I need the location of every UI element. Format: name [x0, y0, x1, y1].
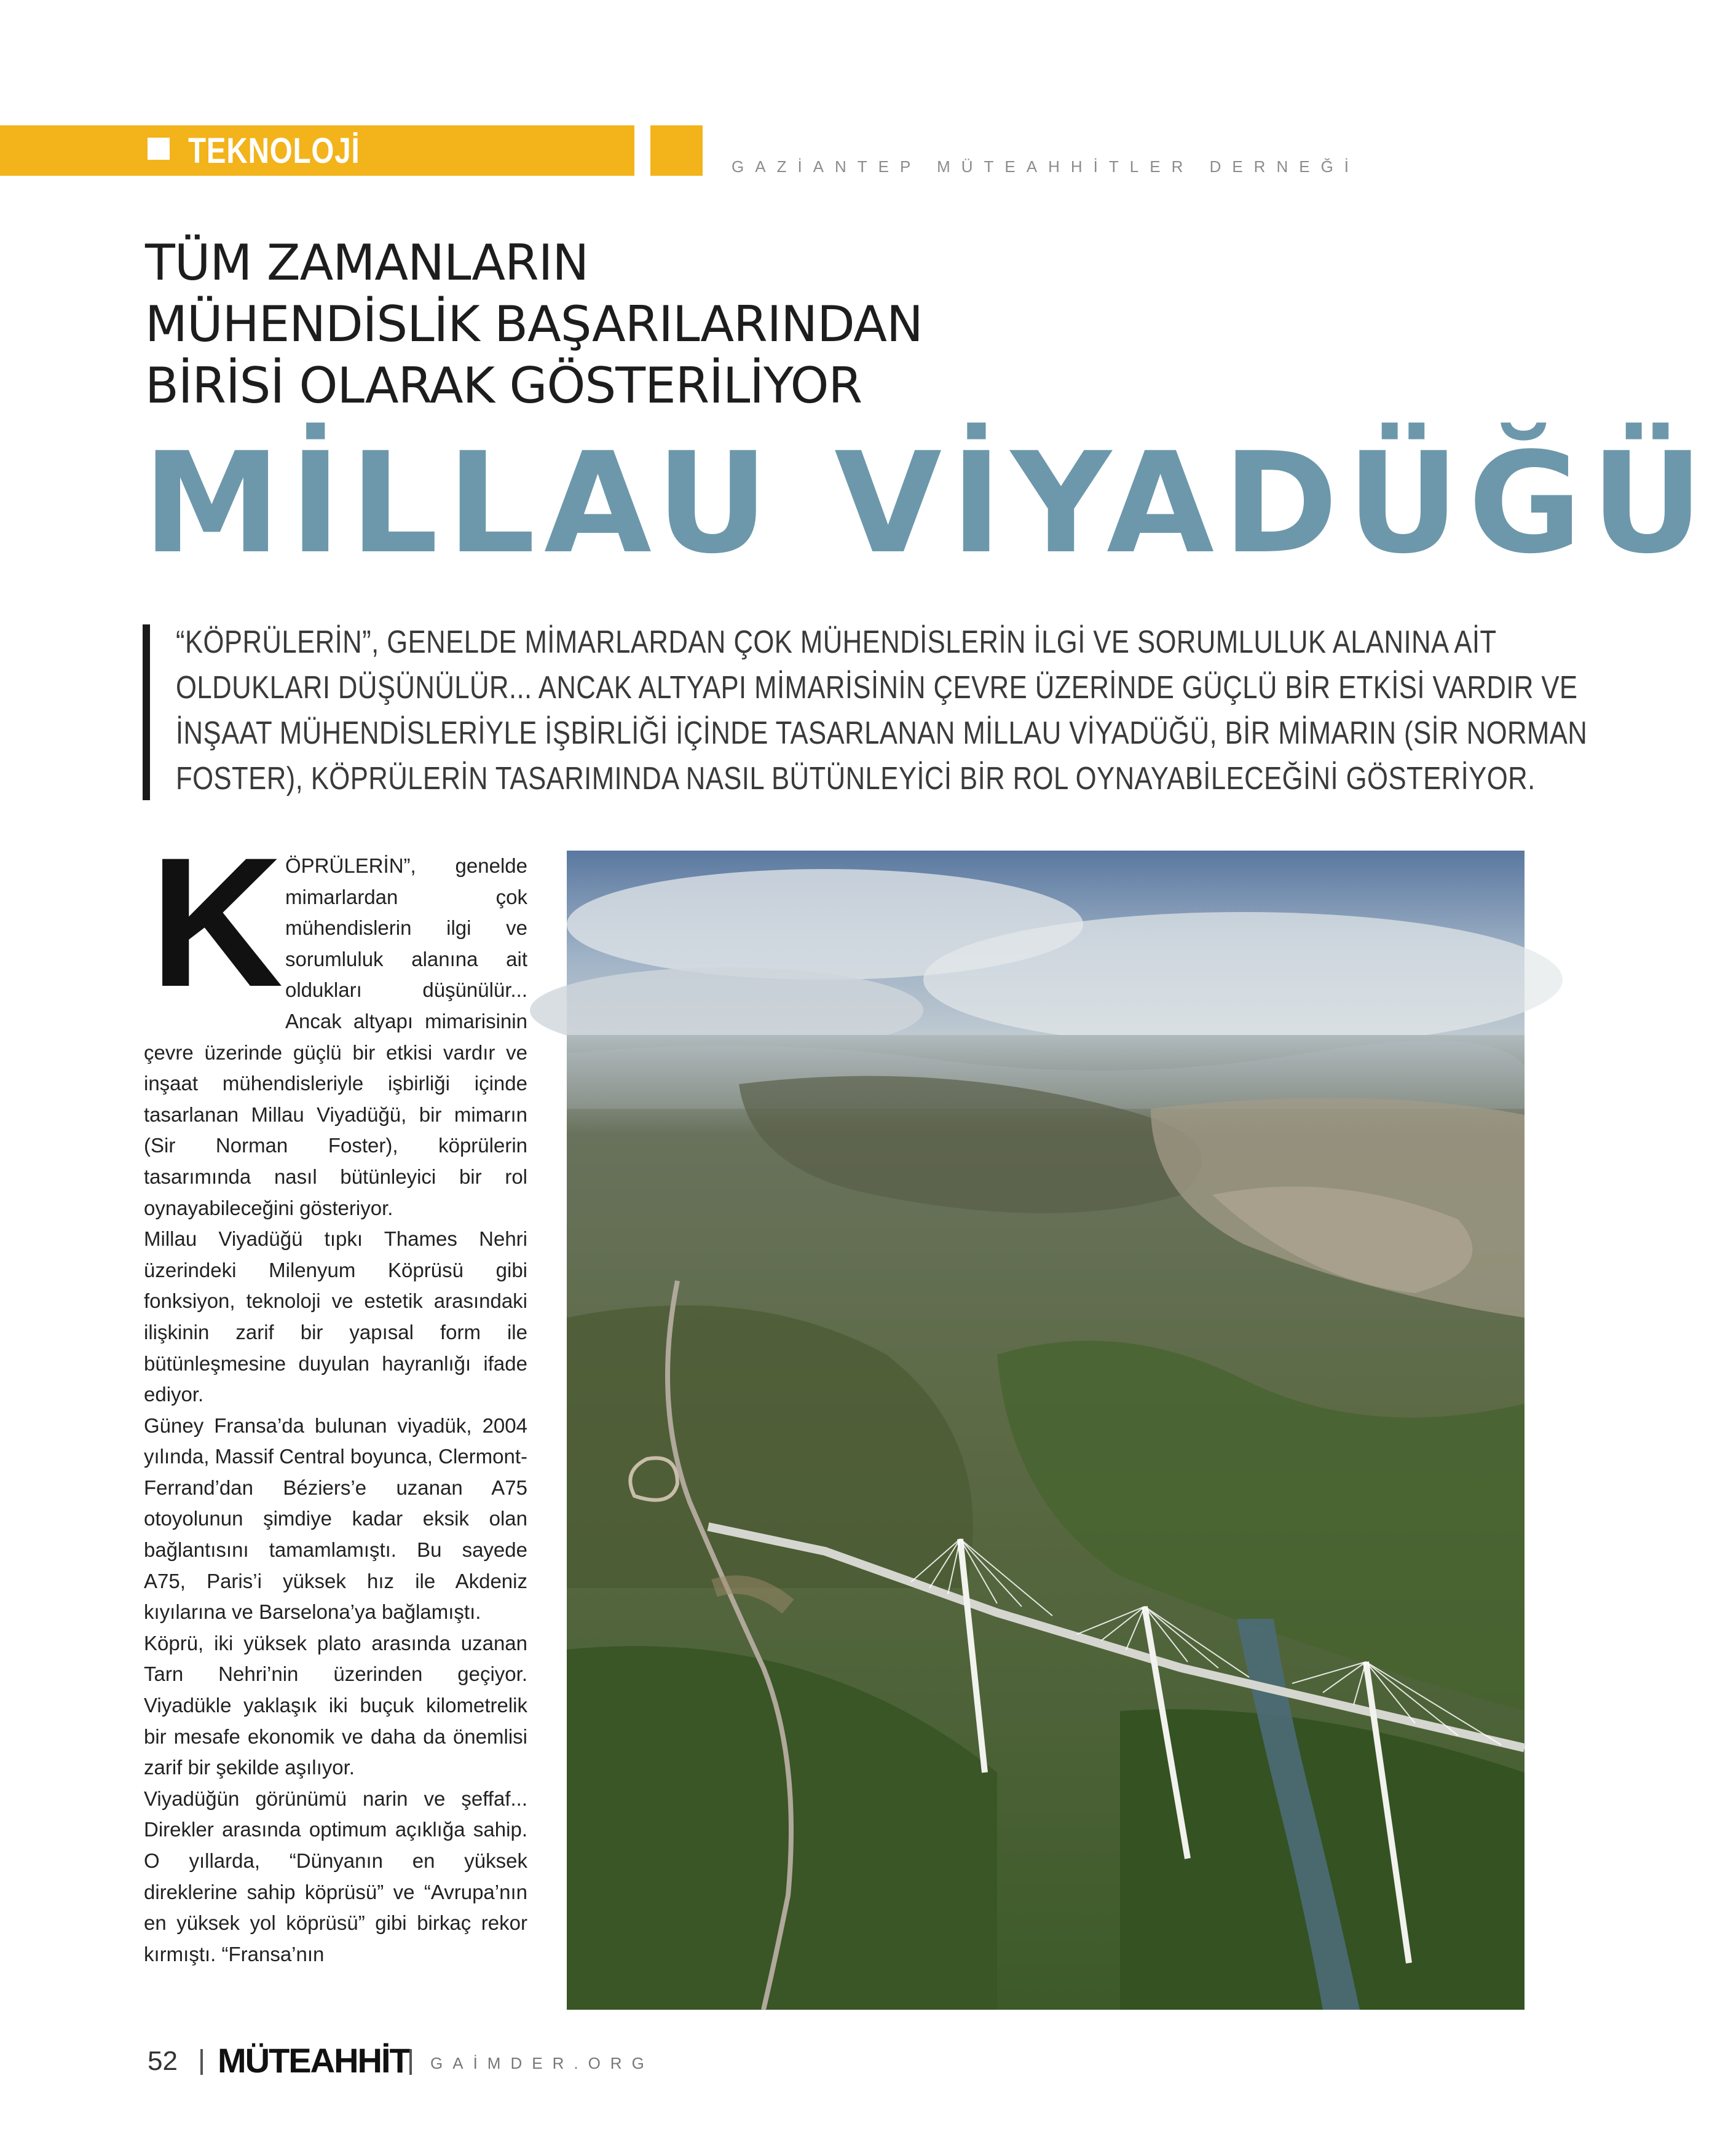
lead-line: İNŞAAT MÜHENDİSLERİYLE İŞBİRLİĞİ İÇİNDE TASARLANAN MİLLAU VİYADÜĞÜ, BİR MİMARIN (SİR NORMAN	[176, 715, 1588, 751]
body-paragraph: Millau Viyadüğü tıpkı Thames Nehri üzerindeki Milenyum Köprüsü gibi fonksiyon, teknoloji ve estetik arasındaki ilişkinin zarif bir yapısal form ile bütünleşmesine duyulan hayranlığı ifade ediyor.	[144, 1227, 527, 1406]
kicker-line: BİRİSİ OLARAK GÖSTERİLİYOR	[145, 357, 862, 414]
lead-line: “KÖPRÜLERİN”, GENELDE MİMARLARDAN ÇOK MÜHENDİSLERİN İLGİ VE SORUMLULUK ALANINA AİT	[176, 624, 1497, 660]
body-paragraph: Viyadüğün görünümü narin ve şeffaf... Direkler arasında optimum açıklığa sahip. O yıllarda, “Dünyanın en yüksek direklerine sahip köprüsü” ve “Avrupa’nın en yüksek yol köprüsü” gibi birkaç rekor kırmıştı. “Fransa’nın	[144, 1787, 527, 1965]
section-square-icon	[148, 138, 170, 160]
viaduct-aerial-photo	[567, 851, 1525, 2010]
body-paragraph: Köprü, iki yüksek plato arasında uzanan Tarn Nehri’nin üzerinden geçiyor. Viyadükle yaklaşık iki buçuk kilometrelik bir mesafe ekonomik ve daha da önemlisi zarif bir şekilde aşılıyor.	[144, 1631, 527, 1779]
viaduct-photo-illustration	[567, 851, 1525, 2010]
lead-paragraph	[176, 620, 1588, 801]
section-band-accent	[650, 125, 703, 176]
footer-divider	[409, 2049, 412, 2075]
page-number: 52	[148, 2046, 178, 2076]
magazine-logo: MÜTEAHHİT	[218, 2041, 409, 2080]
section-label: TEKNOLOJİ	[188, 131, 360, 171]
kicker-headline	[145, 232, 1190, 417]
kicker-line: TÜM ZAMANLARIN	[145, 234, 589, 291]
body-paragraph	[144, 851, 527, 1224]
body-column	[144, 851, 527, 1970]
lead-line: FOSTER), KÖPRÜLERİN TASARIMINDA NASIL BÜTÜNLEYİCİ BİR ROL OYNAYABİLECEĞİNİ GÖSTERİYOR.	[176, 761, 1536, 797]
drop-cap: K	[150, 819, 283, 1025]
body-paragraph-text: ÖPRÜLERİN”, genelde mimarlardan çok mühendislerin ilgi ve sorumluluk alanına ait oldukları düşünülür... Ancak altyapı mimarisinin çevre üzerinde güçlü bir etkisi vardır ve inşaat mühendisleriyle işbirliği içinde tasarlanan Millau Viyadüğü, bir mimarın (Sir Norman Foster), köprülerin tasarımında nasıl bütünleyici bir rol oynayabileceğini gösteriyor.	[144, 854, 527, 1219]
footer-divider	[200, 2049, 203, 2075]
kicker-line: MÜHENDİSLİK BAŞARILARINDAN	[145, 296, 923, 353]
body-paragraph: Güney Fransa’da bulunan viyadük, 2004 yılında, Massif Central boyunca, Clermont-Ferrand’dan Béziers’e uzanan A75 otoyolunun şimdiye kadar eksik olan bağlantısını tamamlamıştı. Bu sayede A75, Paris’i yüksek hız ile Akdeniz kıyılarına ve Barselona’ya bağlamıştı.	[144, 1414, 527, 1624]
lead-line: OLDUKLARI DÜŞÜNÜLÜR... ANCAK ALTYAPI MİMARİSİNİN ÇEVRE ÜZERİNDE GÜÇLÜ BİR ETKİSİ VARDIR VE	[176, 670, 1578, 706]
website-link[interactable]: GAİMDER.ORG	[430, 2054, 654, 2072]
publisher-name: GAZİANTEP MÜTEAHHİTLER DERNEĞİ	[732, 157, 1360, 176]
lead-rule	[143, 624, 150, 800]
article-title: MİLLAU VİYADÜĞÜ	[143, 423, 1712, 584]
